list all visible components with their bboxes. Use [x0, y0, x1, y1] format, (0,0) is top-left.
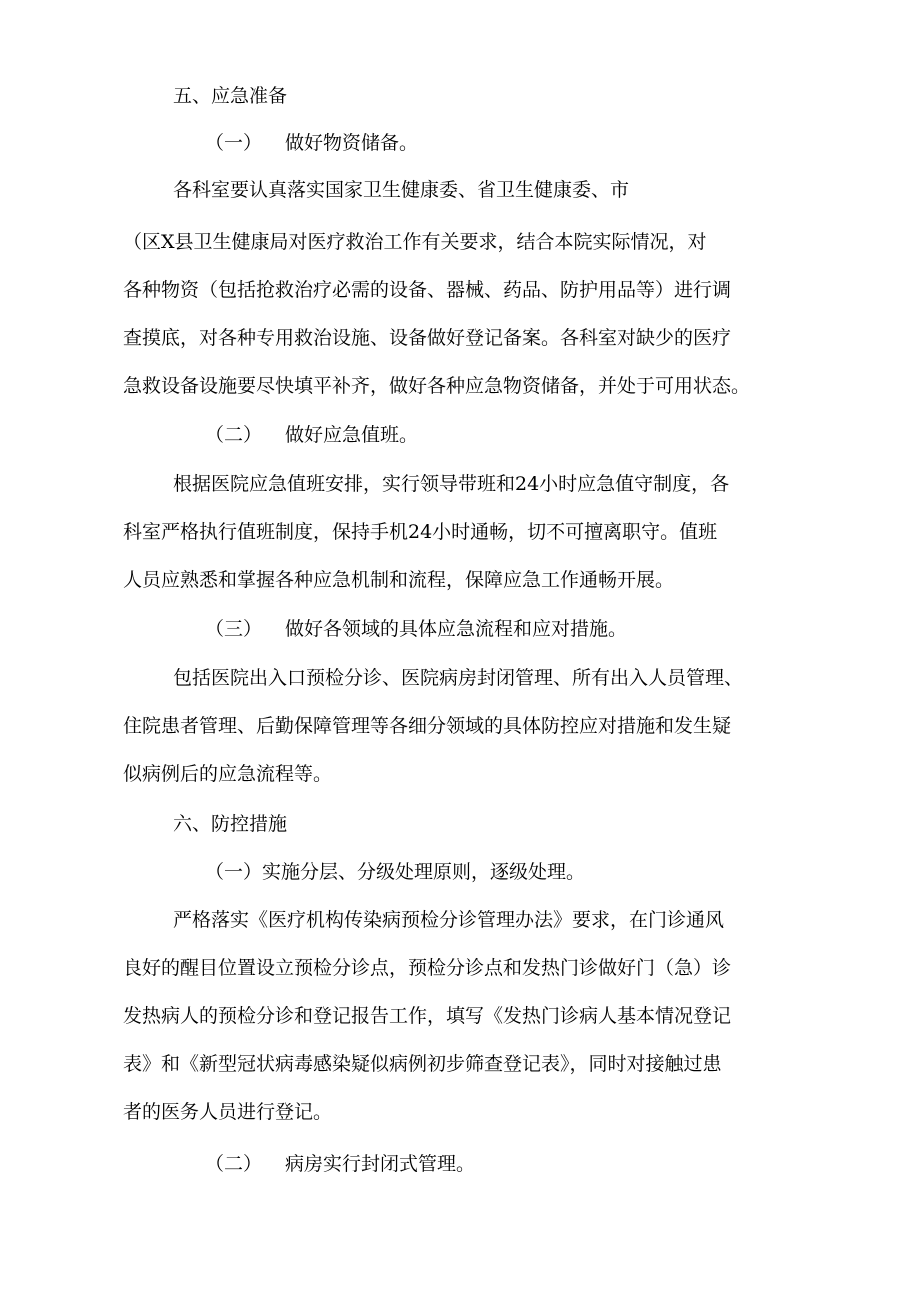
paragraph-line: 似病例后的应急流程等。	[123, 763, 333, 785]
section-5-sub-1-title: 做好物资储备。	[285, 132, 419, 154]
paragraph-line: 查摸底，对各种专用救治设施、设备做好登记备案。各科室对缺少的医疗	[123, 327, 732, 349]
paragraph-line: （区X县卫生健康局对医疗救治工作有关要求，结合本院实际情况，对	[123, 231, 707, 253]
paragraph-line: 急救设备设施要尽快填平补齐，做好各种应急物资储备，并处于可用状态。	[123, 375, 751, 397]
paragraph-line: 表》和《新型冠状病毒感染疑似病例初步筛查登记表》，同时对接触过患	[123, 1053, 722, 1075]
paragraph-line: 包括医院出入口预检分诊、医院病房封闭管理、所有出入人员管理、	[173, 667, 744, 689]
paragraph-line: 人员应熟悉和掌握各种应急机制和流程，保障应急工作通畅开展。	[123, 569, 675, 591]
section-6-sub-2-label: （二）	[205, 1153, 263, 1175]
paragraph-line: 良好的醒目位置设立预检分诊点，预检分诊点和发热门诊做好门（急）诊	[123, 957, 732, 979]
paragraph-line: 科室严格执行值班制度，保持手机24小时通畅，切不可擅离职守。值班	[123, 521, 718, 543]
section-6-title: 六、防控措施	[173, 813, 288, 835]
paragraph-line: 各科室要认真落实国家卫生健康委、省卫生健康委、市	[173, 179, 630, 201]
section-6-sub-1-heading: （一）实施分层、分级处理原则，逐级处理。	[205, 861, 586, 883]
paragraph-line: 根据医院应急值班安排，实行领导带班和24小时应急值守制度，各	[173, 473, 730, 495]
section-5-sub-2-label: （二）	[205, 424, 263, 446]
paragraph-line: 者的医务人员进行登记。	[123, 1101, 333, 1123]
section-5-sub-3-title: 做好各领域的具体应急流程和应对措施。	[285, 618, 628, 640]
section-5-sub-1-label: （一）	[205, 132, 263, 154]
paragraph-line: 发热病人的预检分诊和登记报告工作，填写《发热门诊病人基本情况登记	[123, 1005, 732, 1027]
paragraph-line: 严格落实《医疗机构传染病预检分诊管理办法》要求，在门诊通风	[173, 909, 725, 931]
section-5-sub-3-label: （三）	[205, 618, 263, 640]
paragraph-line: 住院患者管理、后勤保障管理等各细分领域的具体防控应对措施和发生疑	[123, 715, 732, 737]
section-5-sub-2-title: 做好应急值班。	[285, 424, 419, 446]
section-6-sub-2-title: 病房实行封闭式管理。	[285, 1153, 476, 1175]
section-5-title: 五、应急准备	[173, 85, 288, 107]
paragraph-line: 各种物资（包括抢救治疗必需的设备、器械、药品、防护用品等）进行调	[123, 279, 732, 301]
